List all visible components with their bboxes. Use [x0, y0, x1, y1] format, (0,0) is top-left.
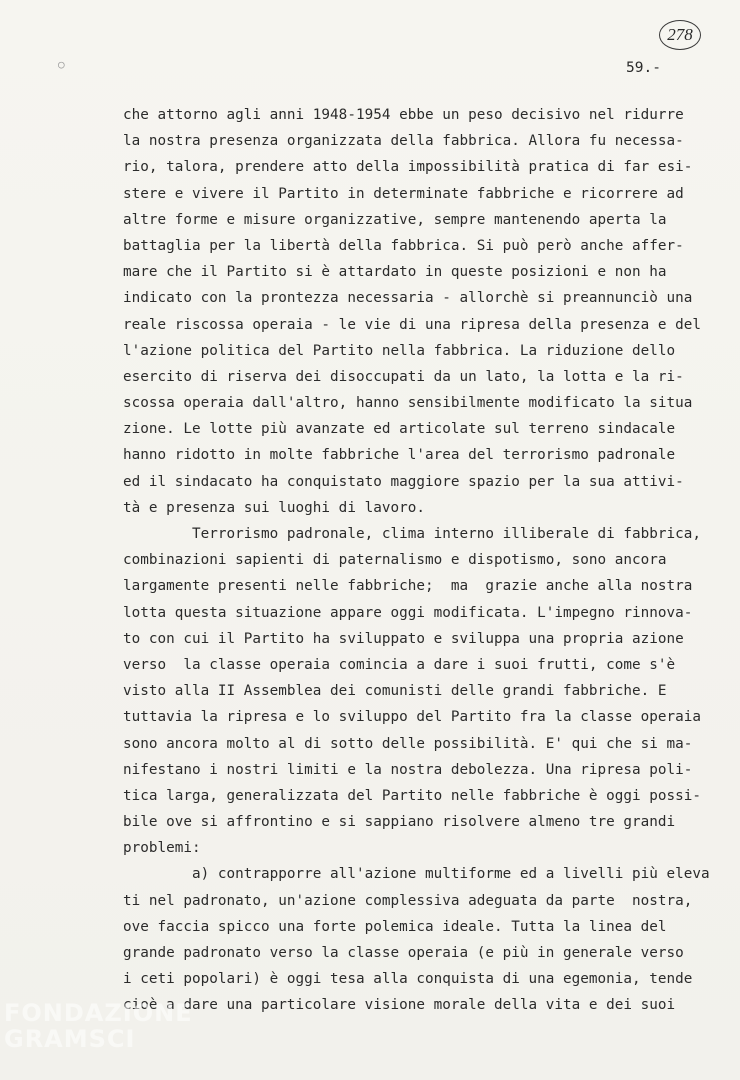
text-line: rio, talora, prendere atto della impossibilità pratica di far esi-: [123, 159, 693, 176]
text-line: nifestano i nostri limiti e la nostra debolezza. Una ripresa poli-: [123, 761, 693, 778]
text-line: ove faccia spicco una forte polemica ideale. Tutta la linea del: [123, 918, 667, 935]
body-text: [123, 102, 723, 1019]
text-line: cioè a dare una particolare visione morale della vita e dei suoi: [123, 997, 676, 1014]
text-line: indicato con la prontezza necessaria - allorchè si preannunciò una: [123, 290, 693, 307]
text-line: visto alla II Assemblea dei comunisti delle grandi fabbriche. E: [123, 683, 667, 700]
text-line: combinazioni sapienti di paternalismo e dispotismo, sono ancora: [123, 552, 667, 569]
text-line: esercito di riserva dei disoccupati da un lato, la lotta e la ri-: [123, 368, 684, 385]
archive-stamp: [659, 20, 701, 50]
text-line: problemi:: [123, 840, 201, 857]
watermark-line-2: GRAMSCI: [4, 1025, 136, 1053]
text-line: la nostra presenza organizzata della fabbrica. Allora fu necessa-: [123, 133, 684, 150]
text-line: i ceti popolari) è oggi tesa alla conquista di una egemonia, tende: [123, 971, 693, 988]
page-number: 59.-: [626, 60, 661, 76]
text-line: zione. Le lotte più avanzate ed articolate sul terreno sindacale: [123, 421, 676, 438]
text-line: largamente presenti nelle fabbriche; ma grazie anche alla nostra: [123, 578, 693, 595]
text-line: mare che il Partito si è attardato in queste posizioni e non ha: [123, 264, 667, 281]
text-line: che attorno agli anni 1948-1954 ebbe un peso decisivo nel ridurre: [123, 107, 684, 123]
text-line: reale riscossa operaia - le vie di una ripresa della presenza e del: [123, 316, 702, 333]
text-line: hanno ridotto in molte fabbriche l'area del terrorismo padronale: [123, 447, 676, 464]
text-line: sono ancora molto al di sotto delle possibilità. E' qui che si ma-: [123, 735, 693, 752]
archive-watermark: [4, 1000, 193, 1052]
margin-ring-mark: ○: [58, 58, 65, 71]
text-line: altre forme e misure organizzative, sempre mantenendo aperta la: [123, 211, 667, 228]
text-line: verso la classe operaia comincia a dare i suoi frutti, come s'è: [123, 656, 676, 673]
text-line: scossa operaia dall'altro, hanno sensibilmente modificato la situa: [123, 395, 693, 412]
text-line: battaglia per la libertà della fabbrica. Si può però anche affer-: [123, 237, 684, 254]
text-line: ti nel padronato, un'azione complessiva adeguata da parte nostra,: [123, 892, 693, 909]
text-line: grande padronato verso la classe operaia (e più in generale verso: [123, 945, 684, 961]
text-line: tica larga, generalizzata del Partito nelle fabbriche è oggi possi-: [123, 787, 702, 804]
text-line: l'azione politica del Partito nella fabbrica. La riduzione dello: [123, 342, 676, 359]
text-line: bile ove si affrontino e si sappiano risolvere almeno tre grandi: [123, 814, 676, 831]
stamp-number: 278: [667, 25, 693, 44]
watermark-line-1: FONDAZIONE: [4, 999, 193, 1027]
text-line: ed il sindacato ha conquistato maggiore spazio per la sua attivi-: [123, 473, 684, 490]
text-line: lotta questa situazione appare oggi modificata. L'impegno rinnova-: [123, 604, 693, 621]
text-line: tà e presenza sui luoghi di lavoro.: [123, 499, 425, 516]
text-line: tuttavia la ripresa e lo sviluppo del Partito fra la classe operaia: [123, 709, 702, 726]
text-line: to con cui il Partito ha sviluppato e sviluppa una propria azione: [123, 630, 684, 647]
text-line: stere e vivere il Partito in determinate fabbriche e ricorrere ad: [123, 185, 684, 202]
text-line: Terrorismo padronale, clima interno illiberale di fabbrica,: [123, 526, 702, 542]
text-line: a) contrapporre all'azione multiforme ed a livelli più eleva: [123, 866, 710, 883]
